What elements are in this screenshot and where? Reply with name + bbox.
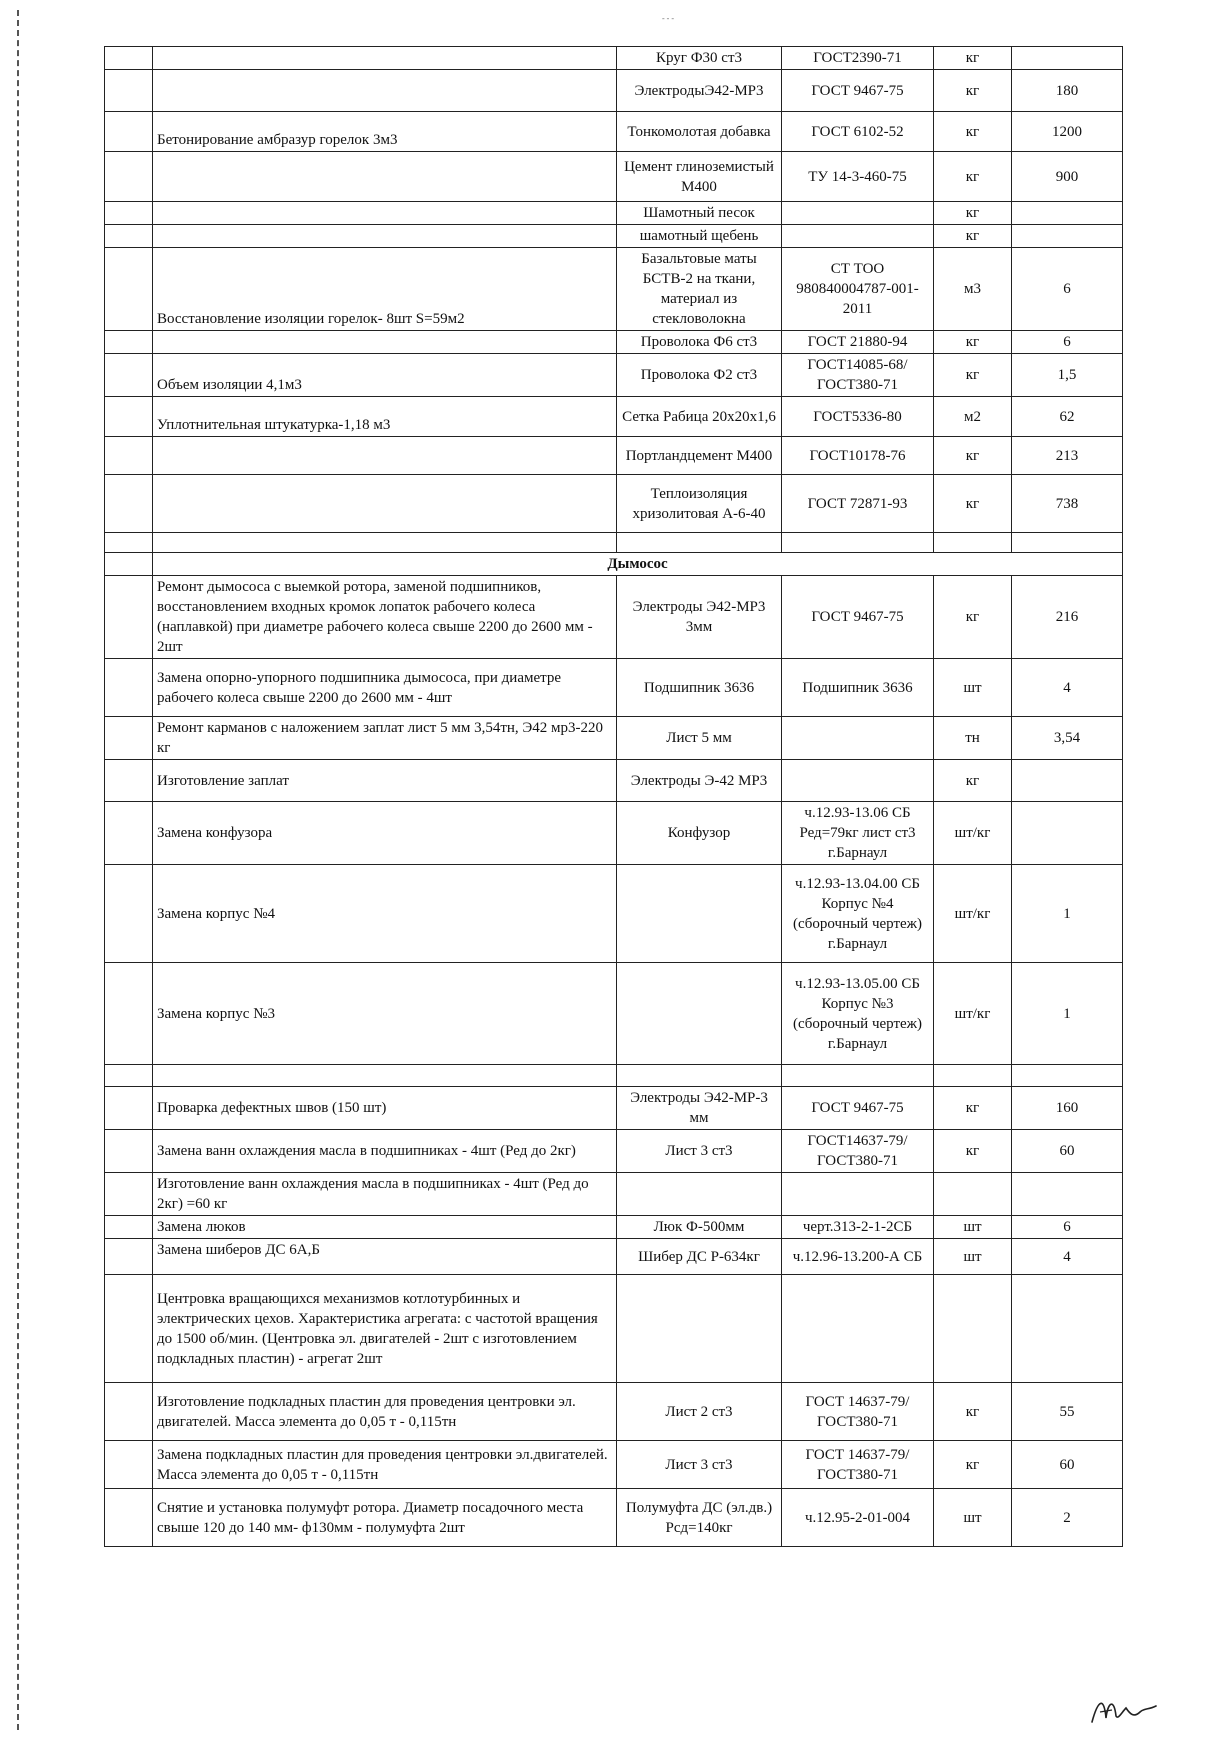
row-number-cell: [105, 397, 153, 437]
material-cell: Электроды Э42-МР3 3мм: [617, 576, 782, 659]
material-cell: Подшипник 3636: [617, 659, 782, 717]
standard-cell: ГОСТ 21880-94: [782, 331, 934, 354]
row-number-cell: [105, 70, 153, 112]
materials-table-body: [105, 47, 1123, 1547]
table-row: [105, 1173, 1123, 1216]
table-row: [105, 1065, 1123, 1087]
row-number-cell: [105, 437, 153, 475]
material-cell: ЭлектродыЭ42-МР3: [617, 70, 782, 112]
work-description-cell: Замена корпус №4: [153, 865, 617, 963]
standard-cell: ГОСТ14637-79/ГОСТ380-71: [782, 1130, 934, 1173]
unit-cell: шт: [934, 659, 1012, 717]
work-description-cell: Бетонирование амбразур горелок 3м3: [153, 112, 617, 152]
unit-cell: кг: [934, 225, 1012, 248]
standard-cell: [782, 202, 934, 225]
material-cell: Лист 3 ст3: [617, 1130, 782, 1173]
scan-mark: - - -: [662, 14, 674, 23]
quantity-cell: [1012, 760, 1123, 802]
material-cell: Портландцемент М400: [617, 437, 782, 475]
work-description-cell: [153, 47, 617, 70]
quantity-cell: 62: [1012, 397, 1123, 437]
standard-cell: ч.12.93-13.05.00 СБ Корпус №3 (сборочный чертеж) г.Барнаул: [782, 963, 934, 1065]
table-row: [105, 1239, 1123, 1275]
unit-cell: [934, 1173, 1012, 1216]
table-row: [105, 576, 1123, 659]
material-cell: Сетка Рабица 20х20х1,6: [617, 397, 782, 437]
quantity-cell: 216: [1012, 576, 1123, 659]
row-number-cell: [105, 1441, 153, 1489]
material-cell: Шибер ДС Р-634кг: [617, 1239, 782, 1275]
quantity-cell: 6: [1012, 1216, 1123, 1239]
standard-cell: черт.313-2-1-2СБ: [782, 1216, 934, 1239]
standard-cell: [782, 760, 934, 802]
quantity-cell: 738: [1012, 475, 1123, 533]
unit-cell: тн: [934, 717, 1012, 760]
table-row: [105, 533, 1123, 553]
table-row: [105, 47, 1123, 70]
work-description-cell: Проварка дефектных швов (150 шт): [153, 1087, 617, 1130]
quantity-cell: [1012, 47, 1123, 70]
material-cell: [617, 865, 782, 963]
material-cell: Лист 3 ст3: [617, 1441, 782, 1489]
table-row: [105, 1087, 1123, 1130]
unit-cell: [934, 1275, 1012, 1383]
unit-cell: кг: [934, 1087, 1012, 1130]
material-cell: Теплоизоляция хризолитовая А-6-40: [617, 475, 782, 533]
section-title: Дымосос: [153, 553, 1123, 576]
standard-cell: ГОСТ 9467-75: [782, 1087, 934, 1130]
quantity-cell: [1012, 1173, 1123, 1216]
quantity-cell: 6: [1012, 248, 1123, 331]
row-number-cell: [105, 963, 153, 1065]
unit-cell: кг: [934, 202, 1012, 225]
material-cell: Люк Ф-500мм: [617, 1216, 782, 1239]
unit-cell: кг: [934, 354, 1012, 397]
quantity-cell: 55: [1012, 1383, 1123, 1441]
material-cell: Лист 5 мм: [617, 717, 782, 760]
quantity-cell: 1200: [1012, 112, 1123, 152]
unit-cell: шт/кг: [934, 802, 1012, 865]
standard-cell: ТУ 14-3-460-75: [782, 152, 934, 202]
table-row: [105, 1216, 1123, 1239]
work-description-cell: Уплотнительная штукатурка-1,18 м3: [153, 397, 617, 437]
standard-cell: ГОСТ 9467-75: [782, 576, 934, 659]
unit-cell: [934, 1065, 1012, 1087]
row-number-cell: [105, 1239, 153, 1275]
standard-cell: [782, 717, 934, 760]
unit-cell: кг: [934, 152, 1012, 202]
work-description-cell: Изготовление подкладных пластин для проведения центровки эл. двигателей. Масса элемента до 0,05 т - 0,115тн: [153, 1383, 617, 1441]
work-description-cell: Восстановление изоляции горелок- 8шт S=59м2: [153, 248, 617, 331]
table-row: [105, 1441, 1123, 1489]
unit-cell: м2: [934, 397, 1012, 437]
table-row: [105, 152, 1123, 202]
row-number-cell: [105, 1173, 153, 1216]
material-cell: Полумуфта ДС (эл.дв.) Рсд=140кг: [617, 1489, 782, 1547]
material-cell: Проволока Ф6 ст3: [617, 331, 782, 354]
row-number-cell: [105, 1216, 153, 1239]
unit-cell: шт: [934, 1216, 1012, 1239]
unit-cell: м3: [934, 248, 1012, 331]
standard-cell: ГОСТ2390-71: [782, 47, 934, 70]
row-number-cell: [105, 533, 153, 553]
row-number-cell: [105, 553, 153, 576]
work-description-cell: Замена конфузора: [153, 802, 617, 865]
unit-cell: кг: [934, 47, 1012, 70]
materials-table: [104, 46, 1123, 1547]
unit-cell: [934, 533, 1012, 553]
table-row: [105, 802, 1123, 865]
row-number-cell: [105, 659, 153, 717]
quantity-cell: 180: [1012, 70, 1123, 112]
quantity-cell: 6: [1012, 331, 1123, 354]
row-number-cell: [105, 576, 153, 659]
work-description-cell: [153, 152, 617, 202]
work-description-cell: Объем изоляции 4,1м3: [153, 354, 617, 397]
row-number-cell: [105, 331, 153, 354]
quantity-cell: 1: [1012, 963, 1123, 1065]
row-number-cell: [105, 865, 153, 963]
material-cell: [617, 963, 782, 1065]
standard-cell: ГОСТ10178-76: [782, 437, 934, 475]
work-description-cell: [153, 437, 617, 475]
unit-cell: шт: [934, 1239, 1012, 1275]
unit-cell: кг: [934, 1441, 1012, 1489]
work-description-cell: [153, 202, 617, 225]
table-row: [105, 70, 1123, 112]
work-description-cell: Центровка вращающихся механизмов котлотурбинных и электрических цехов. Характеристика агрегата: с частотой вращения до 1500 об/мин. (Центровка эл. двигателей - 2шт с изготовлением подкладных пластин) - агрегат 2шт: [153, 1275, 617, 1383]
material-cell: шамотный щебень: [617, 225, 782, 248]
quantity-cell: 1: [1012, 865, 1123, 963]
work-description-cell: Ремонт дымососа с выемкой ротора, заменой подшипников, восстановлением входных кромок лопаток рабочего колеса (наплавкой) при диаметре рабочего колеса свыше 2200 до 2600 мм - 2шт: [153, 576, 617, 659]
work-description-cell: Ремонт карманов с наложением заплат лист 5 мм 3,54тн, Э42 мр3-220 кг: [153, 717, 617, 760]
standard-cell: СТ ТОО 980840004787-001-2011: [782, 248, 934, 331]
unit-cell: кг: [934, 1130, 1012, 1173]
work-description-cell: Снятие и установка полумуфт ротора. Диаметр посадочного места свыше 120 до 140 мм- ф130мм - полумуфта 2шт: [153, 1489, 617, 1547]
row-number-cell: [105, 1275, 153, 1383]
work-description-cell: [153, 475, 617, 533]
unit-cell: кг: [934, 70, 1012, 112]
standard-cell: Подшипник 3636: [782, 659, 934, 717]
unit-cell: кг: [934, 331, 1012, 354]
binding-dash-line: [17, 10, 19, 1730]
row-number-cell: [105, 717, 153, 760]
unit-cell: шт: [934, 1489, 1012, 1547]
material-cell: [617, 1275, 782, 1383]
standard-cell: ч.12.95-2-01-004: [782, 1489, 934, 1547]
standard-cell: ГОСТ 9467-75: [782, 70, 934, 112]
row-number-cell: [105, 354, 153, 397]
quantity-cell: 4: [1012, 659, 1123, 717]
quantity-cell: [1012, 1275, 1123, 1383]
table-row: [105, 225, 1123, 248]
work-description-cell: [153, 1065, 617, 1087]
work-description-cell: [153, 533, 617, 553]
quantity-cell: 160: [1012, 1087, 1123, 1130]
unit-cell: кг: [934, 437, 1012, 475]
standard-cell: [782, 533, 934, 553]
standard-cell: ГОСТ14085-68/ГОСТ380-71: [782, 354, 934, 397]
table-row: [105, 202, 1123, 225]
unit-cell: кг: [934, 1383, 1012, 1441]
standard-cell: ГОСТ 14637-79/ГОСТ380-71: [782, 1441, 934, 1489]
table-row: [105, 1383, 1123, 1441]
material-cell: Базальтовые маты БСТВ-2 на ткани, материал из стекловолокна: [617, 248, 782, 331]
table-row: [105, 112, 1123, 152]
standard-cell: ГОСТ5336-80: [782, 397, 934, 437]
work-description-cell: Замена ванн охлаждения масла в подшипниках - 4шт (Ред до 2кг): [153, 1130, 617, 1173]
row-number-cell: [105, 1130, 153, 1173]
row-number-cell: [105, 202, 153, 225]
material-cell: Тонкомолотая добавка: [617, 112, 782, 152]
table-row: [105, 354, 1123, 397]
work-description-cell: Замена шиберов ДС 6А,Б: [153, 1239, 617, 1275]
work-description-cell: Замена люков: [153, 1216, 617, 1239]
quantity-cell: 4: [1012, 1239, 1123, 1275]
work-description-cell: Замена подкладных пластин для проведения центровки эл.двигателей. Масса элемента до 0,05 т - 0,115тн: [153, 1441, 617, 1489]
row-number-cell: [105, 1383, 153, 1441]
row-number-cell: [105, 1489, 153, 1547]
table-row: [105, 1489, 1123, 1547]
material-cell: Круг Ф30 ст3: [617, 47, 782, 70]
work-description-cell: Замена опорно-упорного подшипника дымососа, при диаметре рабочего колеса свыше 2200 до 2600 мм - 4шт: [153, 659, 617, 717]
work-description-cell: Изготовление заплат: [153, 760, 617, 802]
material-cell: [617, 1065, 782, 1087]
row-number-cell: [105, 1087, 153, 1130]
material-cell: Шамотный песок: [617, 202, 782, 225]
quantity-cell: [1012, 202, 1123, 225]
work-description-cell: [153, 331, 617, 354]
quantity-cell: [1012, 1065, 1123, 1087]
table-row: [105, 437, 1123, 475]
quantity-cell: 2: [1012, 1489, 1123, 1547]
row-number-cell: [105, 152, 153, 202]
row-number-cell: [105, 248, 153, 331]
unit-cell: шт/кг: [934, 963, 1012, 1065]
material-cell: Электроды Э-42 МР3: [617, 760, 782, 802]
table-row: [105, 397, 1123, 437]
unit-cell: кг: [934, 576, 1012, 659]
unit-cell: кг: [934, 760, 1012, 802]
table-row: [105, 963, 1123, 1065]
quantity-cell: 1,5: [1012, 354, 1123, 397]
table-row: [105, 865, 1123, 963]
material-cell: Конфузор: [617, 802, 782, 865]
table-row: [105, 475, 1123, 533]
row-number-cell: [105, 1065, 153, 1087]
row-number-cell: [105, 802, 153, 865]
section-header-row: [105, 553, 1123, 576]
quantity-cell: 900: [1012, 152, 1123, 202]
table-row: [105, 1130, 1123, 1173]
work-description-cell: [153, 70, 617, 112]
row-number-cell: [105, 475, 153, 533]
handwritten-signature: [1088, 1690, 1160, 1730]
standard-cell: ГОСТ 72871-93: [782, 475, 934, 533]
table-row: [105, 1275, 1123, 1383]
standard-cell: [782, 1173, 934, 1216]
work-description-cell: [153, 225, 617, 248]
standard-cell: [782, 225, 934, 248]
row-number-cell: [105, 112, 153, 152]
quantity-cell: 60: [1012, 1441, 1123, 1489]
standard-cell: [782, 1275, 934, 1383]
table-row: [105, 659, 1123, 717]
unit-cell: кг: [934, 475, 1012, 533]
quantity-cell: 213: [1012, 437, 1123, 475]
table-row: [105, 760, 1123, 802]
quantity-cell: 3,54: [1012, 717, 1123, 760]
quantity-cell: 60: [1012, 1130, 1123, 1173]
material-cell: Лист 2 ст3: [617, 1383, 782, 1441]
standard-cell: ГОСТ 14637-79/ГОСТ380-71: [782, 1383, 934, 1441]
quantity-cell: [1012, 225, 1123, 248]
standard-cell: ч.12.93-13.06 СБ Ред=79кг лист ст3 г.Барнаул: [782, 802, 934, 865]
quantity-cell: [1012, 802, 1123, 865]
work-description-cell: Замена корпус №3: [153, 963, 617, 1065]
table-row: [105, 248, 1123, 331]
row-number-cell: [105, 760, 153, 802]
unit-cell: кг: [934, 112, 1012, 152]
material-cell: Проволока Ф2 ст3: [617, 354, 782, 397]
standard-cell: ГОСТ 6102-52: [782, 112, 934, 152]
table-row: [105, 717, 1123, 760]
quantity-cell: [1012, 533, 1123, 553]
standard-cell: ч.12.93-13.04.00 СБ Корпус №4 (сборочный чертеж) г.Барнаул: [782, 865, 934, 963]
material-cell: [617, 533, 782, 553]
row-number-cell: [105, 225, 153, 248]
row-number-cell: [105, 47, 153, 70]
standard-cell: ч.12.96-13.200-А СБ: [782, 1239, 934, 1275]
material-cell: Цемент глиноземистый М400: [617, 152, 782, 202]
material-cell: [617, 1173, 782, 1216]
standard-cell: [782, 1065, 934, 1087]
work-description-cell: Изготовление ванн охлаждения масла в подшипниках - 4шт (Ред до 2кг) =60 кг: [153, 1173, 617, 1216]
material-cell: Электроды Э42-МР-3 мм: [617, 1087, 782, 1130]
table-row: [105, 331, 1123, 354]
unit-cell: шт/кг: [934, 865, 1012, 963]
